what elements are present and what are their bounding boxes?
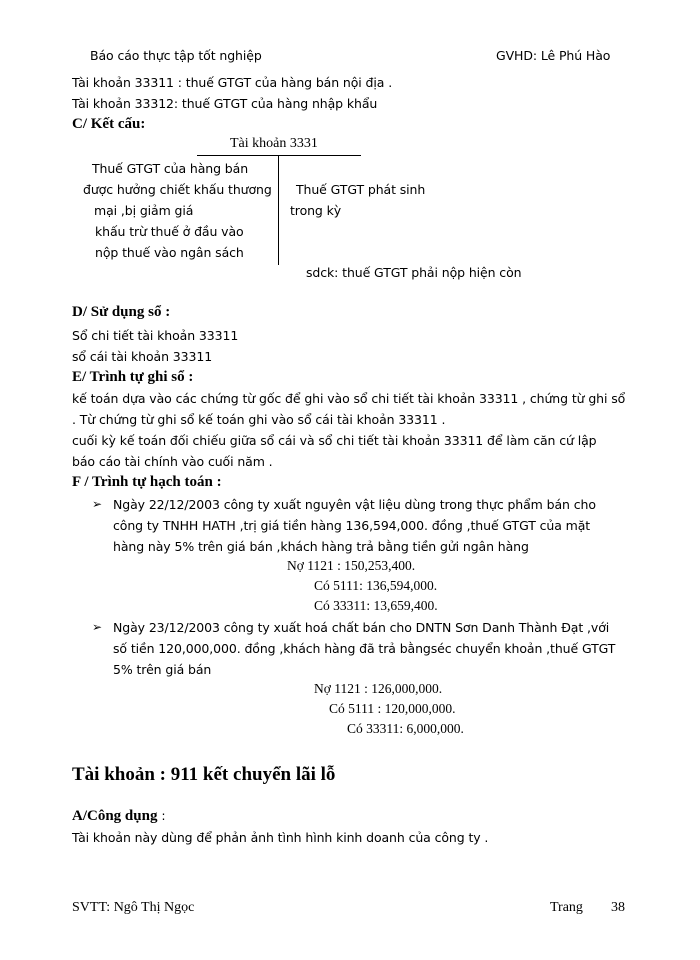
debit-line: Thuế GTGT của hàng bán (92, 161, 249, 176)
paragraph-line: kế toán dựa vào các chứng từ gốc để ghi vào sổ chi tiết tài khoản 33311 , chứng từ ghi sổ (72, 391, 626, 406)
transaction-line: Ngày 22/12/2003 công ty xuất nguyên vật liệu dùng trong thực phẩm bán cho (113, 497, 596, 512)
cong-dung-heading: A/Công dụng (72, 808, 158, 824)
debit-line: mại ,bị giảm giá (94, 203, 194, 218)
transaction-line: 5% trên giá bán (113, 662, 212, 677)
t-account-divider (278, 155, 279, 265)
journal-entry: Có 33311: 13,659,400. (314, 598, 438, 613)
ledger-line: sổ cái tài khoản 33311 (72, 349, 213, 364)
account-911-title: Tài khoản : 911 kết chuyển lãi lỗ (72, 764, 336, 785)
ledger-line: Sổ chi tiết tài khoản 33311 (72, 328, 239, 343)
transaction-line: số tiền 120,000,000. đồng ,khách hàng đã trả bằngséc chuyển khoản ,thuế GTGT (113, 641, 616, 656)
bullet-arrow-icon: ➢ (92, 620, 103, 634)
section-heading-trinh-tu-ghi-so: E/ Trình tự ghi sổ : (72, 369, 194, 385)
footer-student: SVTT: Ngô Thị Ngọc (72, 900, 195, 915)
transaction-line: công ty TNHH HATH ,trị giá tiền hàng 136,594,000. đồng ,thuế GTGT của mặt (113, 518, 591, 533)
cong-dung-text: Tài khoản này dùng để phản ảnh tình hình kinh doanh của công ty . (72, 830, 489, 845)
paragraph-line: báo cáo tài chính vào cuối năm . (72, 454, 273, 469)
balance-line: sdck: thuế GTGT phải nộp hiện còn (306, 265, 522, 280)
header-advisor: GVHD: Lê Phú Hào (496, 48, 611, 63)
transaction-line: hàng này 5% trên giá bán ,khách hàng trả bằng tiền gửi ngân hàng (113, 539, 529, 554)
journal-entry: Có 33311: 6,000,000. (347, 721, 464, 736)
cong-dung-colon: : (157, 808, 166, 823)
debit-line: nộp thuế vào ngân sách (95, 245, 244, 260)
journal-entry: Có 5111: 136,594,000. (314, 578, 438, 593)
intro-line: Tài khoản 33312: thuế GTGT của hàng nhập khẩu (72, 96, 378, 111)
cong-dung-heading-row (72, 805, 165, 825)
paragraph-line: cuối kỳ kế toán đối chiếu giữa sổ cái và sổ chi tiết tài khoản 33311 để làm căn cứ lập (72, 433, 597, 448)
debit-line: được hưởng chiết khấu thương (83, 182, 272, 197)
credit-line: trong kỳ (290, 203, 342, 218)
paragraph-line: . Từ chứng từ ghi sổ kế toán ghi vào sổ cái tài khoản 33311 . (72, 412, 446, 427)
journal-entry: Nợ 1121 : 150,253,400. (287, 558, 416, 573)
transaction-line: Ngày 23/12/2003 công ty xuất hoá chất bán cho DNTN Sơn Danh Thành Đạt ,với (113, 620, 610, 635)
header-title: Báo cáo thực tập tốt nghiệp (90, 48, 262, 63)
section-heading-su-dung-so: D/ Sử dụng sổ : (72, 304, 171, 320)
footer-page-label: Trang (550, 900, 583, 915)
journal-entry: Có 5111 : 120,000,000. (329, 701, 456, 716)
bullet-arrow-icon: ➢ (92, 497, 103, 511)
section-heading-ket-cau: C/ Kết cấu: (72, 116, 146, 132)
intro-line: Tài khoản 33311 : thuế GTGT của hàng bán nội địa . (72, 75, 393, 90)
t-account-top-line (197, 155, 361, 156)
footer-page-number: 38 (611, 900, 625, 915)
t-account-title: Tài khoản 3331 (230, 136, 318, 151)
debit-line: khấu trừ thuế ở đầu vào (95, 224, 244, 239)
credit-line: Thuế GTGT phát sinh (296, 182, 426, 197)
section-heading-hach-toan: F / Trình tự hạch toán : (72, 474, 222, 490)
journal-entry: Nợ 1121 : 126,000,000. (314, 681, 443, 696)
